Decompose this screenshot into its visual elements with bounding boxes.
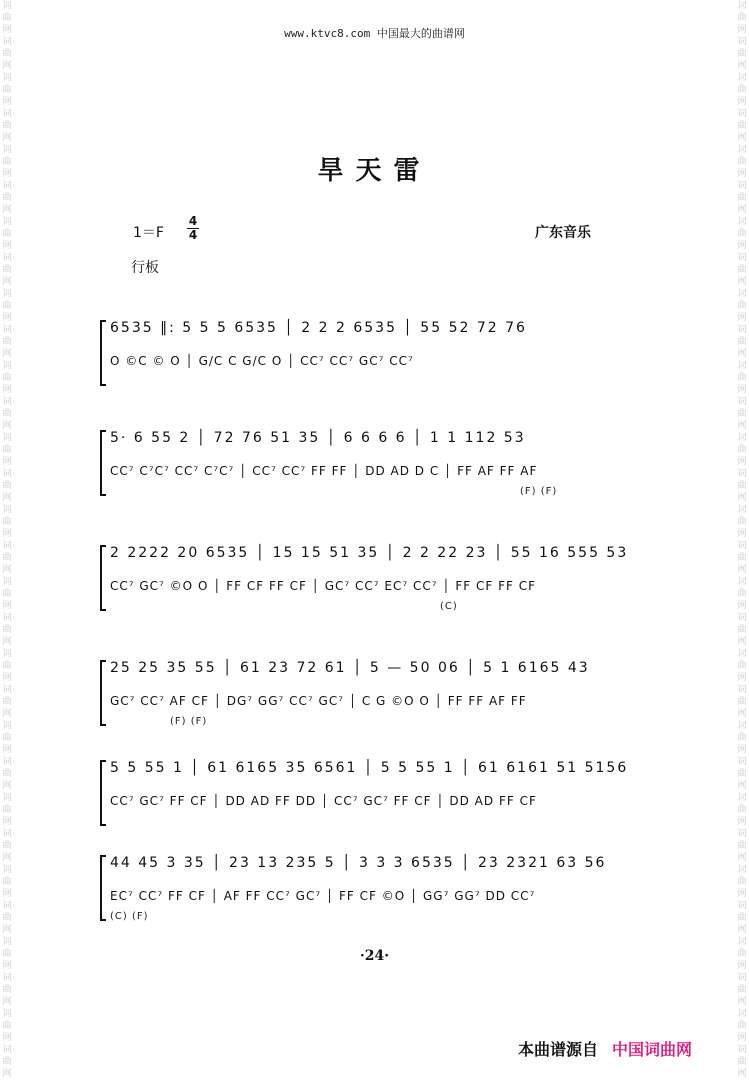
system-brace [100,545,106,611]
watermark-char: 网 [2,1069,12,1079]
watermark-char: 词 [2,541,12,551]
melody-line: 5· 6 55 2 │ 72 76 51 35 │ 6 6 6 6 │ 1 1 112 53 [110,430,526,446]
watermark-char: 词 [2,181,12,191]
time-signature-bottom: 4 [188,228,198,242]
watermark-char: 网 [2,61,12,71]
watermark-char: 词 [2,145,12,155]
watermark-char: 网 [737,1033,747,1043]
watermark-char: 词 [737,325,747,335]
song-origin: 广东音乐 [535,225,591,241]
watermark-char: 曲 [2,949,12,959]
watermark-char: 词 [737,1009,747,1019]
watermark-char: 网 [2,1033,12,1043]
chord-line: CC⁷ GC⁷ ©O O │ FF CF FF CF │ GC⁷ CC⁷ EC⁷ CC⁷ │ FF CF FF CF [110,579,537,593]
watermark-char: 词 [737,289,747,299]
watermark-char: 曲 [737,625,747,635]
watermark-char: 网 [2,781,12,791]
watermark-char: 网 [737,97,747,107]
watermark-char: 词 [737,109,747,119]
watermark-char: 词 [2,613,12,623]
watermark-char: 网 [737,421,747,431]
alt-chord-line: (C) (F) [110,911,149,922]
melody-line: 2 2222 20 6535 │ 15 15 51 35 │ 2 2 22 23 │ 55 16 555 53 [110,545,629,561]
watermark-char: 网 [2,529,12,539]
watermark-char: 网 [737,961,747,971]
watermark-char: 曲 [737,157,747,167]
watermark-char: 词 [737,73,747,83]
watermark-char: 词 [2,1009,12,1019]
watermark-char: 词 [2,217,12,227]
watermark-char: 网 [2,205,12,215]
watermark-char: 曲 [2,13,12,23]
watermark-char: 曲 [737,1021,747,1031]
watermark-char: 网 [2,961,12,971]
watermark-char: 网 [2,493,12,503]
watermark-char: 词 [2,721,12,731]
watermark-char: 曲 [2,229,12,239]
watermark-char: 网 [2,349,12,359]
watermark-char: 曲 [737,337,747,347]
watermark-char: 词 [737,145,747,155]
watermark-char: 曲 [737,697,747,707]
footer-brand-link[interactable]: 中国词曲网 [612,1040,693,1059]
watermark-char: 词 [737,181,747,191]
watermark-char: 词 [737,973,747,983]
watermark-char: 词 [737,253,747,263]
watermark-char: 曲 [2,481,12,491]
watermark-char: 词 [737,37,747,47]
watermark-char: 网 [2,133,12,143]
system-brace [100,430,106,496]
watermark-char: 词 [737,937,747,947]
watermark-char: 词 [737,793,747,803]
watermark-char: 曲 [2,265,12,275]
watermark-char: 词 [737,901,747,911]
watermark-char: 曲 [2,913,12,923]
melody-line: 6535 ‖: 5 5 5 6535 │ 2 2 2 6535 │ 55 52 72 76 [110,320,527,336]
watermark-char: 曲 [737,121,747,131]
watermark-char: 网 [737,997,747,1007]
chord-line: CC⁷ C⁷C⁷ CC⁷ C⁷C⁷ │ CC⁷ CC⁷ FF FF │ DD AD D C │ FF AF FF AF [110,464,538,478]
alt-chord-line: (C) [440,601,458,612]
watermark-char: 网 [2,925,12,935]
footer [518,1037,692,1060]
watermark-char: 曲 [2,805,12,815]
score-system [100,660,660,730]
watermark-char: 曲 [737,85,747,95]
watermark-char: 网 [737,313,747,323]
watermark-char: 词 [737,829,747,839]
watermark-char: 网 [737,241,747,251]
watermark-char: 网 [737,61,747,71]
watermark-char: 曲 [2,517,12,527]
watermark-char: 网 [2,637,12,647]
watermark-char: 词 [737,541,747,551]
alt-chord-line: (F) (F) [520,486,558,497]
watermark-char: 词 [2,253,12,263]
watermark-char: 曲 [2,373,12,383]
watermark-char: 词 [2,73,12,83]
watermark-char: 词 [2,685,12,695]
watermark-char: 曲 [2,445,12,455]
song-title: 旱天雷 [317,156,432,186]
watermark-char: 词 [2,505,12,515]
watermark-char: 网 [2,241,12,251]
chord-line: O ©C © O │ G/C C G/C O │ CC⁷ CC⁷ GC⁷ CC⁷ [110,354,414,368]
watermark-char: 网 [737,601,747,611]
watermark-char: 词 [2,901,12,911]
watermark-char: 词 [737,433,747,443]
watermark-char: 网 [737,745,747,755]
watermark-char: 曲 [737,481,747,491]
watermark-char: 曲 [737,589,747,599]
alt-chord-line: (F) (F) [170,716,208,727]
watermark-char: 词 [2,433,12,443]
watermark-char: 曲 [737,229,747,239]
watermark-char: 网 [2,709,12,719]
key-signature: 1＝F [133,225,164,241]
watermark-char: 网 [737,709,747,719]
site-header: www.ktvc8.com 中国最大的曲谱网 [284,27,465,40]
watermark-char: 曲 [737,805,747,815]
watermark-char: 曲 [2,877,12,887]
watermark-char: 词 [737,757,747,767]
watermark-char: 词 [2,973,12,983]
watermark-char: 曲 [737,265,747,275]
watermark-char: 网 [737,637,747,647]
score-system [100,760,660,830]
tempo-marking: 行板 [131,260,159,276]
watermark-char: 网 [2,169,12,179]
melody-line: 25 25 35 55 │ 61 23 72 61 │ 5 — 50 06 │ 5 1 6165 43 [110,660,590,676]
watermark-char: 词 [737,577,747,587]
watermark-char: 词 [2,865,12,875]
watermark-char: 曲 [737,517,747,527]
score-system [100,320,660,390]
watermark-char: 网 [737,673,747,683]
page-number: ·24· [359,948,390,964]
watermark-char: 曲 [2,841,12,851]
watermark-char: 曲 [737,49,747,59]
watermark-char: 词 [737,649,747,659]
watermark-char: 词 [737,685,747,695]
watermark-char: 曲 [2,49,12,59]
time-signature-top: 4 [188,214,198,228]
watermark-char: 曲 [2,157,12,167]
watermark-char: 词 [737,1,747,11]
watermark-char: 网 [737,925,747,935]
watermark-char: 词 [2,937,12,947]
watermark-char: 网 [737,493,747,503]
melody-line: 5 5 55 1 │ 61 6165 35 6561 │ 5 5 55 1 │ 61 6161 51 5156 [110,760,629,776]
watermark-char: 词 [2,109,12,119]
watermark-char: 网 [737,385,747,395]
watermark-char: 网 [2,565,12,575]
watermark-char: 词 [737,613,747,623]
watermark-char: 词 [737,361,747,371]
watermark-char: 网 [2,673,12,683]
watermark-char: 网 [2,457,12,467]
watermark-char: 曲 [2,985,12,995]
watermark-char: 曲 [737,409,747,419]
watermark-char: 曲 [737,553,747,563]
watermark-char: 网 [737,529,747,539]
watermark-char: 网 [737,349,747,359]
system-brace [100,855,106,921]
watermark-char: 词 [2,757,12,767]
watermark-char: 网 [2,97,12,107]
watermark-char: 词 [2,1,12,11]
watermark-char: 曲 [737,1057,747,1067]
watermark-char: 曲 [2,769,12,779]
watermark-char: 曲 [2,301,12,311]
system-brace [100,660,106,726]
watermark-char: 曲 [2,193,12,203]
chord-line: CC⁷ GC⁷ FF CF │ DD AD FF DD │ CC⁷ GC⁷ FF CF │ DD AD FF CF [110,794,537,808]
watermark-char: 网 [2,853,12,863]
watermark-char: 曲 [2,661,12,671]
watermark-char: 网 [737,853,747,863]
watermark-char: 网 [2,745,12,755]
watermark-char: 词 [737,1045,747,1055]
watermark-char: 词 [737,721,747,731]
score-system [100,545,660,615]
watermark-char: 网 [2,817,12,827]
watermark-char: 曲 [737,985,747,995]
watermark-char: 网 [2,385,12,395]
watermark-char: 网 [2,313,12,323]
watermark-char: 网 [2,889,12,899]
watermark-char: 网 [737,817,747,827]
watermark-char: 网 [737,889,747,899]
watermark-char: 曲 [737,13,747,23]
watermark-char: 词 [737,469,747,479]
watermark-char: 曲 [2,337,12,347]
watermark-char: 网 [737,25,747,35]
watermark-char: 曲 [2,409,12,419]
system-brace [100,760,106,826]
watermark-char: 词 [737,865,747,875]
chord-line: GC⁷ CC⁷ AF CF │ DG⁷ GG⁷ CC⁷ GC⁷ │ C G ©O O │ FF FF AF FF [110,694,527,708]
watermark-char: 曲 [737,769,747,779]
score-system [100,855,660,925]
watermark-char: 词 [2,829,12,839]
watermark-char: 曲 [737,913,747,923]
watermark-char: 曲 [737,373,747,383]
watermark-char: 曲 [2,85,12,95]
chord-line: EC⁷ CC⁷ FF CF │ AF FF CC⁷ GC⁷ │ FF CF ©O │ GG⁷ GG⁷ DD CC⁷ [110,889,536,903]
watermark-char: 网 [737,1069,747,1079]
score-system [100,430,660,500]
watermark-char: 词 [2,37,12,47]
watermark-char: 曲 [737,301,747,311]
watermark-char: 网 [737,457,747,467]
watermark-char: 网 [2,997,12,1007]
footer-prefix: 本曲谱源自 [518,1040,599,1059]
watermark-char: 网 [737,133,747,143]
watermark-char: 曲 [2,1021,12,1031]
watermark-char: 网 [737,205,747,215]
watermark-char: 曲 [2,121,12,131]
watermark-char: 曲 [2,589,12,599]
watermark-char: 词 [2,1045,12,1055]
watermark-char: 网 [737,169,747,179]
watermark-char: 曲 [2,733,12,743]
watermark-char: 词 [737,505,747,515]
watermark-char: 网 [2,277,12,287]
watermark-char: 词 [2,397,12,407]
watermark-char: 网 [2,421,12,431]
melody-line: 44 45 3 35 │ 23 13 235 5 │ 3 3 3 6535 │ 23 2321 63 56 [110,855,607,871]
watermark-char: 词 [2,649,12,659]
watermark-char: 词 [737,217,747,227]
watermark-char: 词 [2,289,12,299]
watermark-char: 网 [737,565,747,575]
watermark-char: 曲 [737,193,747,203]
watermark-char: 曲 [737,841,747,851]
watermark-char: 曲 [2,1057,12,1067]
watermark-char: 词 [2,577,12,587]
watermark-char: 词 [2,361,12,371]
watermark-char: 曲 [737,877,747,887]
watermark-char: 网 [737,277,747,287]
watermark-char: 曲 [737,733,747,743]
watermark-char: 网 [2,25,12,35]
system-brace [100,320,106,386]
watermark-char: 曲 [2,553,12,563]
watermark-char: 曲 [2,625,12,635]
watermark-char: 词 [737,397,747,407]
watermark-char: 词 [2,325,12,335]
watermark-char: 网 [2,601,12,611]
watermark-char: 曲 [737,445,747,455]
watermark-char: 词 [2,793,12,803]
watermark-char: 曲 [737,661,747,671]
watermark-char: 曲 [737,949,747,959]
watermark-char: 词 [2,469,12,479]
watermark-char: 网 [737,781,747,791]
watermark-char: 曲 [2,697,12,707]
